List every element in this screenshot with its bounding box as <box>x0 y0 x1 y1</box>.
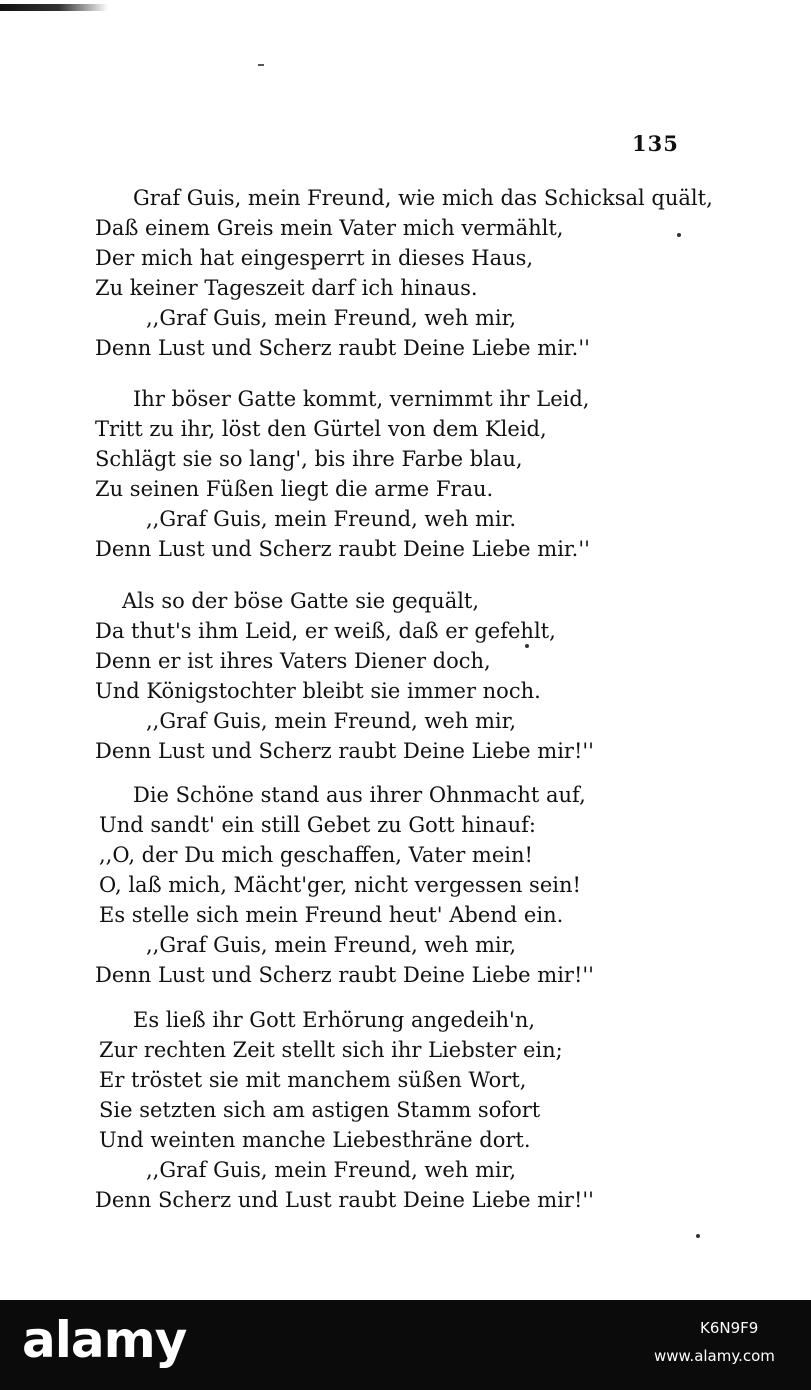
poem-line: Da thut's ihm Leid, er weiß, daß er gefehlt, <box>95 619 556 643</box>
alamy-logo: alamy <box>22 1311 187 1369</box>
poem-line: Zu keiner Tageszeit darf ich hinaus. <box>95 276 478 300</box>
site-url: www.alamy.com <box>654 1347 775 1365</box>
scan-speck <box>258 64 264 66</box>
poem-line: Ihr böser Gatte kommt, vernimmt ihr Leid, <box>133 387 590 411</box>
poem-refrain: ,,Graf Guis, mein Freund, weh mir, <box>146 306 517 330</box>
poem-line: Denn er ist ihres Vaters Diener doch, <box>95 649 491 673</box>
page-number: 135 <box>632 131 679 156</box>
poem-line: Es ließ ihr Gott Erhörung angedeih'n, <box>133 1008 536 1032</box>
scan-edge-mark <box>0 4 108 11</box>
poem-refrain: Denn Scherz und Lust raubt Deine Liebe mir!'' <box>95 1188 594 1212</box>
scan-speck <box>677 233 681 237</box>
poem-line: Und sandt' ein still Gebet zu Gott hinauf: <box>99 813 536 837</box>
scan-speck <box>696 1234 700 1238</box>
poem-line: Der mich hat eingesperrt in dieses Haus, <box>95 246 534 270</box>
poem-line: Es stelle sich mein Freund heut' Abend ein. <box>99 903 564 927</box>
poem-line: Zu seinen Füßen liegt die arme Frau. <box>95 477 494 501</box>
poem-line: Daß einem Greis mein Vater mich vermählt, <box>95 216 564 240</box>
poem-line: Zur rechten Zeit stellt sich ihr Liebster ein; <box>99 1038 563 1062</box>
image-id: K6N9F9 <box>700 1319 759 1337</box>
poem-line: Als so der böse Gatte sie gequält, <box>122 589 480 613</box>
poem-line: ,,O, der Du mich geschaffen, Vater mein! <box>99 843 533 867</box>
poem-line: Er tröstet sie mit manchem süßen Wort, <box>99 1068 527 1092</box>
poem-refrain: Denn Lust und Scherz raubt Deine Liebe mir.'' <box>95 336 590 360</box>
poem-refrain: ,,Graf Guis, mein Freund, weh mir, <box>146 709 517 733</box>
poem-line: Und Königstochter bleibt sie immer noch. <box>95 679 541 703</box>
poem-line: Sie setzten sich am astigen Stamm sofort <box>99 1098 541 1122</box>
poem-refrain: ,,Graf Guis, mein Freund, weh mir, <box>146 933 517 957</box>
scan-speck <box>525 644 529 648</box>
poem-refrain: Denn Lust und Scherz raubt Deine Liebe mir!'' <box>95 963 594 987</box>
poem-refrain: Denn Lust und Scherz raubt Deine Liebe mir!'' <box>95 739 594 763</box>
poem-line: Und weinten manche Liebesthräne dort. <box>99 1128 531 1152</box>
poem-refrain: Denn Lust und Scherz raubt Deine Liebe mir.'' <box>95 537 590 561</box>
poem-line: Tritt zu ihr, löst den Gürtel von dem Kleid, <box>95 417 547 441</box>
poem-line: O, laß mich, Mächt'ger, nicht vergessen sein! <box>99 873 581 897</box>
poem-line: Die Schöne stand aus ihrer Ohnmacht auf, <box>133 783 586 807</box>
poem-line: Schlägt sie so lang', bis ihre Farbe blau, <box>95 447 523 471</box>
poem-line: Graf Guis, mein Freund, wie mich das Schicksal quält, <box>133 186 713 210</box>
poem-refrain: ,,Graf Guis, mein Freund, weh mir. <box>146 507 517 531</box>
poem-refrain: ,,Graf Guis, mein Freund, weh mir, <box>146 1158 517 1182</box>
